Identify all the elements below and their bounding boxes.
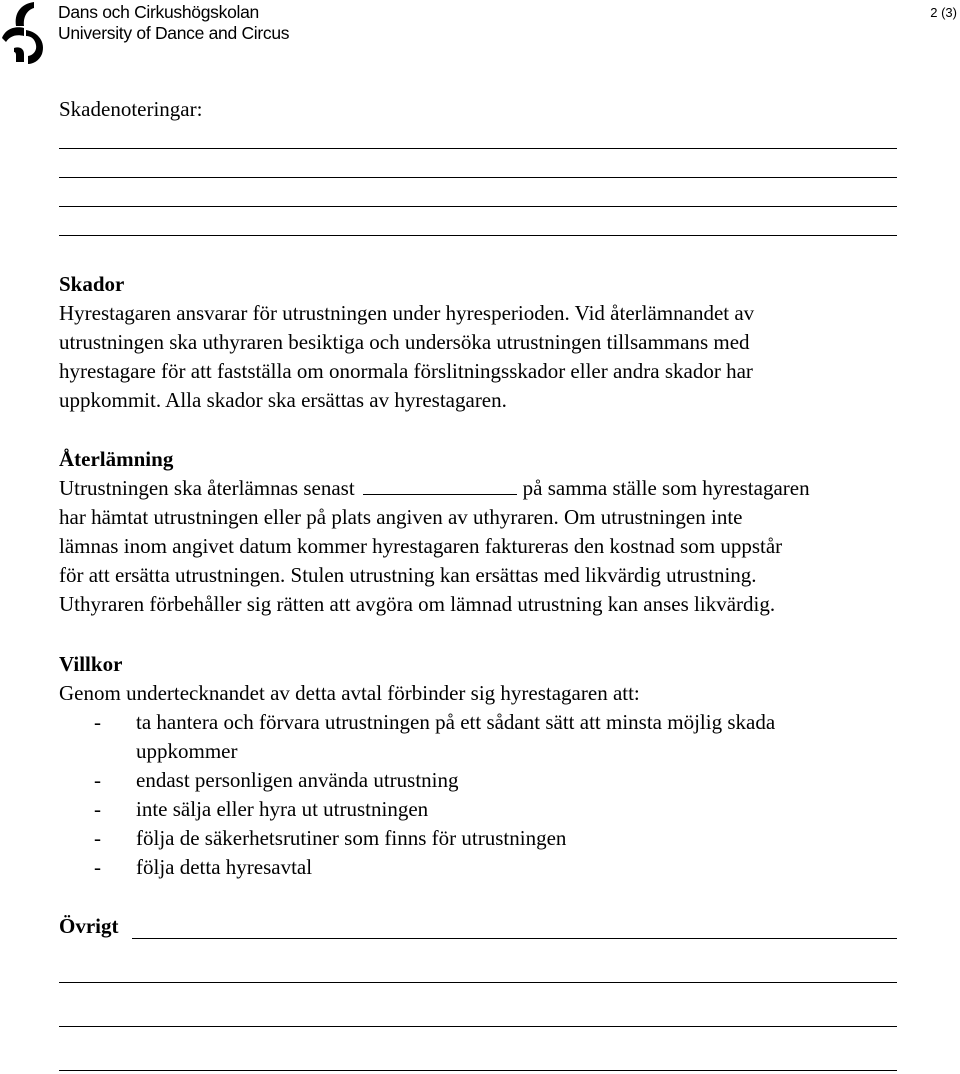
list-item (94, 708, 775, 737)
damages-paragraph-line: hyrestagare för att fastställa om onormala förslitningsskador eller andra skador har (59, 359, 753, 383)
return-heading: Återlämning (59, 447, 174, 471)
list-item-text: uppkommer (136, 739, 238, 763)
list-dash: - (94, 826, 101, 850)
list-item (94, 766, 459, 795)
return-text-after-date: på samma ställe som hyrestagaren (522, 476, 810, 500)
other-line-1[interactable] (132, 938, 897, 939)
terms-intro: Genom undertecknandet av detta avtal förbinder sig hyrestagaren att: (59, 681, 640, 705)
org-name-sv: Dans och Cirkushögskolan (58, 2, 259, 22)
university-logo (2, 2, 289, 64)
list-dash: - (94, 710, 101, 734)
list-item-text: ta hantera och förvara utrustningen på ett sådant sätt att minsta möjlig skada (136, 710, 776, 734)
damages-paragraph-line: uppkommit. Alla skador ska ersättas av hyrestagaren. (59, 388, 507, 412)
list-item (94, 824, 566, 853)
org-name-en: University of Dance and Circus (58, 23, 290, 43)
return-paragraph-first-line (59, 474, 810, 503)
list-item-continuation (94, 737, 237, 766)
list-item (94, 853, 312, 882)
other-line-2[interactable] (59, 982, 897, 983)
list-dash: - (94, 797, 101, 821)
damages-heading: Skador (59, 272, 125, 296)
list-dash: - (94, 855, 101, 879)
list-dash: - (94, 768, 101, 792)
damage-notes-line-1[interactable] (59, 148, 897, 149)
damages-paragraph-line: Hyrestagaren ansvarar för utrustningen under hyresperioden. Vid återlämnandet av (59, 301, 755, 325)
damage-notes-line-2[interactable] (59, 177, 897, 178)
list-item-text: följa de säkerhetsrutiner som finns för utrustningen (136, 826, 567, 850)
return-date-field[interactable] (363, 474, 517, 495)
list-item (94, 795, 428, 824)
other-heading: Övrigt (59, 914, 119, 938)
return-paragraph-line: har hämtat utrustningen eller på plats angiven av uthyraren. Om utrustningen inte (59, 505, 743, 529)
damages-paragraph-line: utrustningen ska uthyraren besiktiga och undersöka utrustningen tillsammans med (59, 330, 750, 354)
list-item-text: följa detta hyresavtal (136, 855, 313, 879)
return-paragraph-line: lämnas inom angivet datum kommer hyrestagaren faktureras den kostnad som uppstår (59, 534, 783, 558)
dch-logo-icon (2, 2, 48, 64)
other-line-3[interactable] (59, 1026, 897, 1027)
damage-notes-line-3[interactable] (59, 206, 897, 207)
return-paragraph-line: för att ersätta utrustningen. Stulen utrustning kan ersättas med likvärdig utrustning. (59, 563, 757, 587)
list-item-text: endast personligen använda utrustning (136, 768, 459, 792)
return-text-before-date: Utrustningen ska återlämnas senast (59, 476, 355, 500)
damage-notes-line-4[interactable] (59, 235, 897, 236)
other-line-4[interactable] (59, 1070, 897, 1071)
return-paragraph-line: Uthyraren förbehåller sig rätten att avgöra om lämnad utrustning kan anses likvärdig. (59, 592, 776, 616)
terms-heading: Villkor (59, 652, 123, 676)
list-item-text: inte sälja eller hyra ut utrustningen (136, 797, 429, 821)
damage-notes-label: Skadenoteringar: (59, 97, 203, 121)
page-number: 2 (3) (930, 5, 957, 20)
